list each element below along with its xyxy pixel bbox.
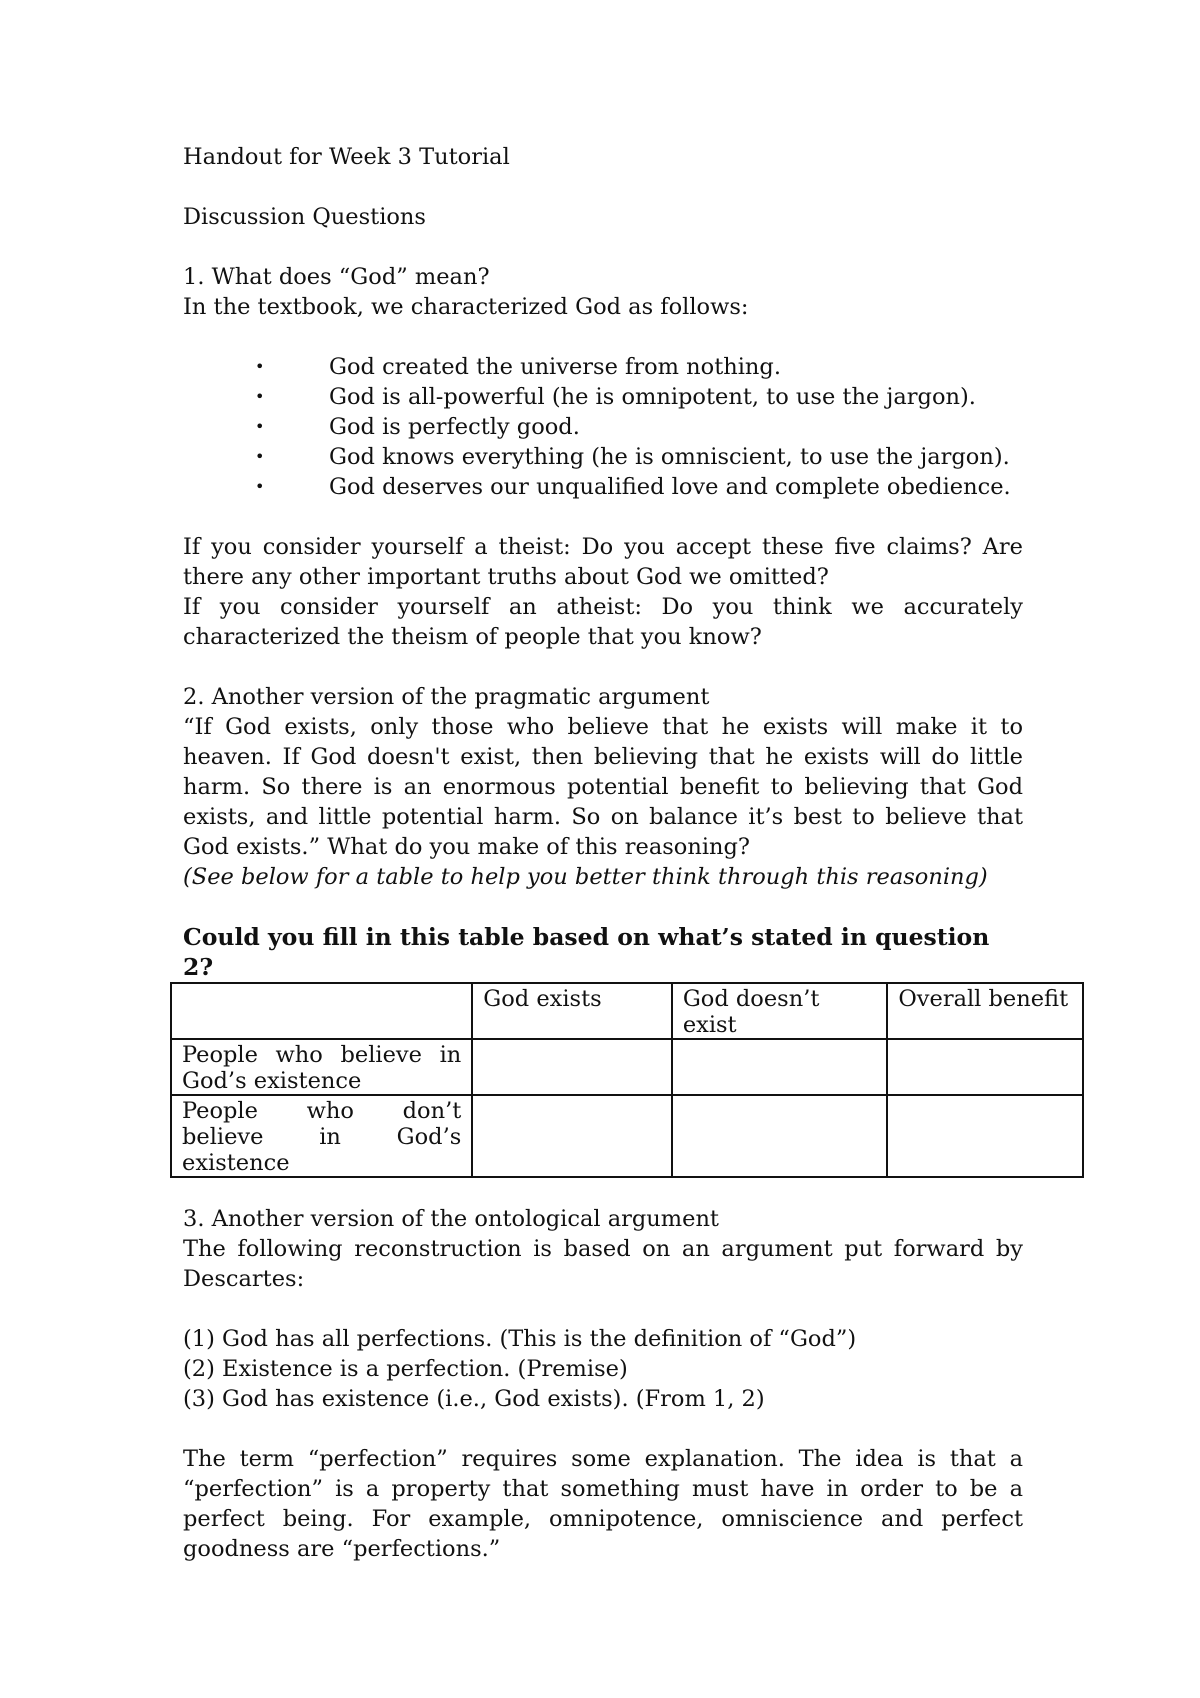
table-title: Could you fill in this table based on what’s stated in question 2? (183, 923, 990, 981)
table-row (171, 1095, 1083, 1177)
q3-intro: The following reconstruction is based on an argument put forward by Descartes: (183, 1236, 1023, 1292)
table-row-label: People who don’t believe in God’s existence (171, 1095, 472, 1177)
q2-body: “If God exists, only those who believe that he exists will make it to heaven. If God doesn't exist, then believing that he exists will do little harm. So there is an enormous potential benefit to believing that God exists, and little potential harm. So on balance it’s best to believe that God exists.” What do you make of this reasoning? (183, 714, 1023, 860)
list-item (183, 382, 1023, 412)
bullet-icon: • (255, 417, 265, 436)
section-heading: Discussion Questions (183, 204, 426, 230)
table-header-cell: God doesn’t exist (672, 983, 888, 1039)
q1-bullet-list (183, 352, 1023, 502)
bullet-text: God created the universe from nothing. (329, 354, 781, 380)
q3-heading: 3. Another version of the ontological argument (183, 1206, 719, 1232)
table-row (171, 1039, 1083, 1095)
list-item (183, 472, 1023, 502)
table-cell (887, 1039, 1083, 1095)
handout-title: Handout for Week 3 Tutorial (183, 144, 510, 170)
table-cell (672, 1039, 888, 1095)
list-item (183, 352, 1023, 382)
table-cell (472, 1039, 672, 1095)
q1-atheist-text: If you consider yourself an atheist: Do you think we accurately characterized the theism of people that you know? (183, 594, 1023, 650)
belief-table (170, 982, 1084, 1178)
handout-page (182, 142, 1069, 1564)
bullet-icon: • (255, 477, 265, 496)
table-header-cell: Overall benefit (887, 983, 1083, 1039)
list-item (183, 412, 1023, 442)
table-cell (672, 1095, 888, 1177)
bullet-text: God is perfectly good. (329, 414, 580, 440)
list-item (183, 442, 1023, 472)
q1-heading: 1. What does “God” mean? (183, 264, 490, 290)
q2-note: (See below for a table to help you better think through this reasoning) (183, 864, 988, 890)
table-cell (472, 1095, 672, 1177)
table-cell (887, 1095, 1083, 1177)
table-header-row (171, 983, 1083, 1039)
table-header-cell: God exists (472, 983, 672, 1039)
bullet-icon: • (255, 387, 265, 406)
q3-step: (2) Existence is a perfection. (Premise) (183, 1356, 628, 1382)
q1-theist-text: If you consider yourself a theist: Do you accept these five claims? Are there any other important truths about God we omitted? (183, 534, 1023, 590)
q2-heading: 2. Another version of the pragmatic argument (183, 684, 710, 710)
q3-explanation: The term “perfection” requires some explanation. The idea is that a “perfection” is a property that something must have in order to be a perfect being. For example, omnipotence, omniscience and perfect goodness are “perfections.” (183, 1446, 1023, 1562)
table-header-cell (171, 983, 472, 1039)
q3-step: (3) God has existence (i.e., God exists). (From 1, 2) (183, 1386, 765, 1412)
table-row-label: People who believe in God’s existence (171, 1039, 472, 1095)
bullet-icon: • (255, 357, 265, 376)
q3-step: (1) God has all perfections. (This is the definition of “God”) (183, 1326, 857, 1352)
bullet-text: God is all-powerful (he is omnipotent, to use the jargon). (329, 384, 976, 410)
bullet-text: God deserves our unqualified love and complete obedience. (329, 474, 1011, 500)
bullet-icon: • (255, 447, 265, 466)
q1-intro: In the textbook, we characterized God as follows: (183, 294, 749, 320)
bullet-text: God knows everything (he is omniscient, to use the jargon). (329, 444, 1010, 470)
